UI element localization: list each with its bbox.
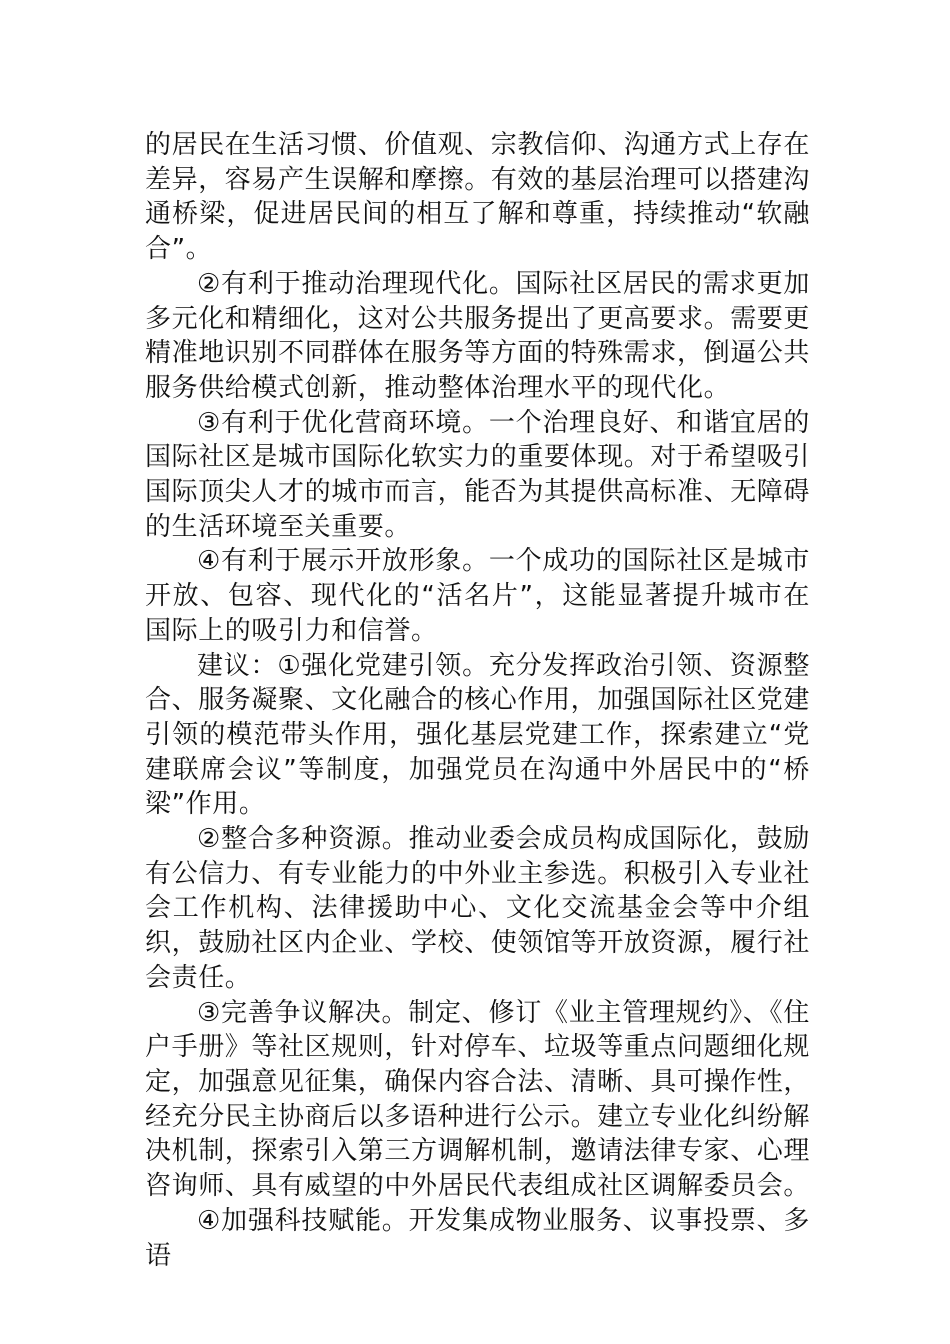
paragraph-open-image: ④有利于展示开放形象。一个成功的国际社区是城市开放、包容、现代化的“活名片”，这能显著提升城市在国际上的吸引力和信誉。 (145, 546, 810, 646)
paragraph-governance-modernization: ②有利于推动治理现代化。国际社区居民的需求更加多元化和精细化，这对公共服务提出了更高要求。需要更精准地识别不同群体在服务等方面的特殊需求，倒逼公共服务供给模式创新，推动整体治理水平的现代化。 (145, 268, 811, 403)
paragraph-technology: ④加强科技赋能。开发集成物业服务、议事投票、多语 (145, 1205, 810, 1271)
paragraph-business-environment: ③有利于优化营商环境。一个治理良好、和谐宜居的国际社区是城市国际化软实力的重要体现。对于希望吸引国际顶尖人才的城市而言，能否为其提供高标准、无障碍的生活环境至关重要。 (145, 407, 811, 542)
paragraph-continuation: 的居民在生活习惯、价值观、宗教信仰、沟通方式上存在差异，容易产生误解和摩擦。有效的基层治理可以搭建沟通桥梁，促进居民间的相互了解和尊重，持续推动“软融合”。 (145, 130, 811, 265)
paragraph-integrate-resources: ②整合多种资源。推动业委会成员构成国际化，鼓励有公信力、有专业能力的中外业主参选。积极引入专业社会工作机构、法律援助中心、文化交流基金会等中介组织，鼓励社区内企业、学校、使领馆等开放资源，履行社会责任。 (145, 824, 811, 993)
document-body (145, 128, 810, 1273)
paragraph-suggestion-party-building: 建议：①强化党建引领。充分发挥政治引领、资源整合、服务凝聚、文化融合的核心作用，加强国际社区党建引领的模范带头作用，强化基层党建工作，探索建立“党建联席会议”等制度，加强党员在沟通中外居民中的“桥梁”作用。 (145, 650, 811, 820)
paragraph-dispute-resolution: ③完善争议解决。制定、修订《业主管理规约》、《住户手册》等社区规则，针对停车、垃圾等重点问题细化规定，加强意见征集，确保内容合法、清晰、具可操作性，经充分民主协商后以多语种进行公示。建立专业化纠纷解决机制，探索引入第三方调解机制，邀请法律专家、心理咨询师、具有威望的中外居民代表组成社区调解委员会。 (145, 997, 811, 1202)
